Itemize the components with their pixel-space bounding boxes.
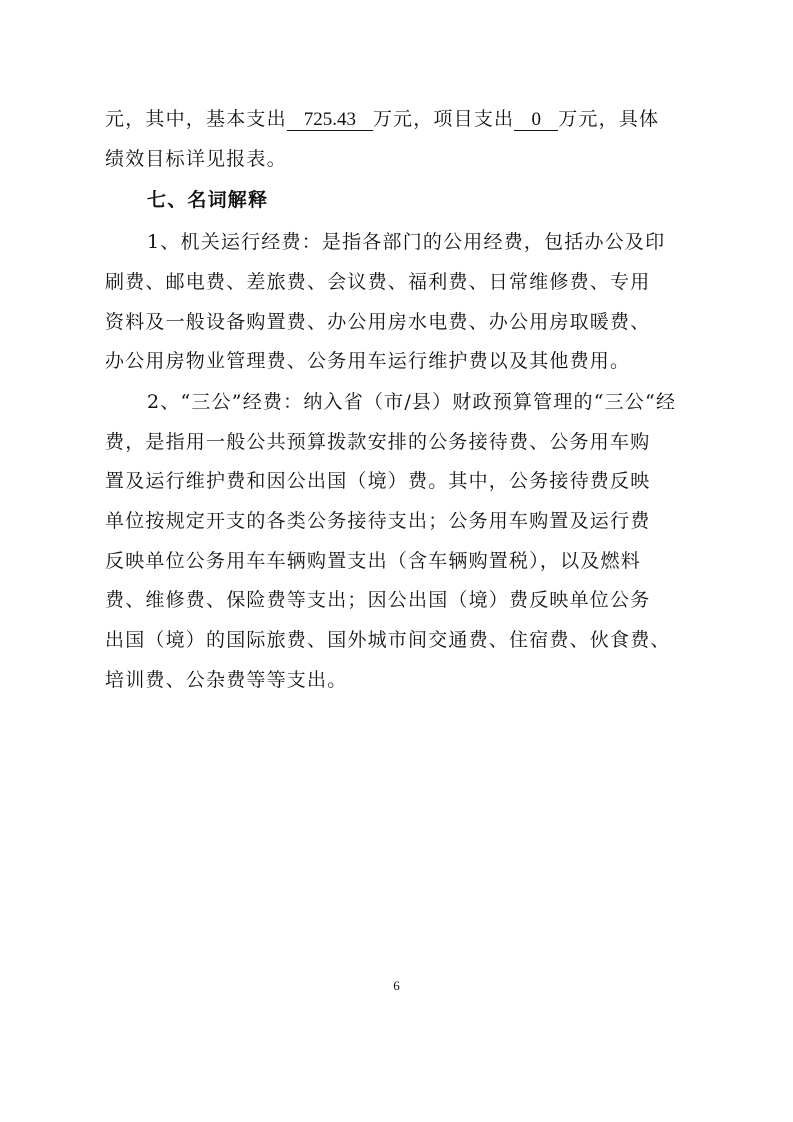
definition-2-line: 2、“三公”经费：纳入省（市/县）财政预算管理的“三公“经 <box>147 391 677 413</box>
text-segment: 万元，项目支出 <box>372 108 515 130</box>
paragraph-line: 绩效目标详见报表。 <box>105 148 287 170</box>
section-heading: 七、名词解释 <box>147 189 269 211</box>
text-segment: 元，其中，基本支出 <box>105 108 287 130</box>
definition-2-line: 单位按规定开支的各类公务接待支出；公务用车购置及运行费 <box>105 510 651 532</box>
definition-1-line: 刷费、邮电费、差旅费、会议费、福利费、日常维修费、专用 <box>105 271 651 293</box>
page-number: 6 <box>393 978 400 993</box>
definition-2-line: 培训费、公杂费等等支出。 <box>105 669 348 691</box>
paragraph-line <box>105 107 695 131</box>
definition-2-line: 反映单位公务用车车辆购置支出（含车辆购置税），以及燃料 <box>105 550 641 572</box>
definition-2-line: 费、维修费、保险费等支出；因公出国（境）费反映单位公务 <box>105 589 651 611</box>
basic-expenditure-amount: 725.43 <box>287 110 373 131</box>
definition-2-line: 出国（境）的国际旅费、国外城市间交通费、住宿费、伙食费、 <box>105 629 671 651</box>
definition-1-line: 资料及一般设备购置费、办公用房水电费、办公用房取暖费、 <box>105 311 651 333</box>
definition-1-line: 办公用房物业管理费、公务用车运行维护费以及其他费用。 <box>105 350 631 372</box>
definition-2-line: 置及运行维护费和因公出国（境）费。其中，公务接待费反映 <box>105 470 651 492</box>
project-expenditure-amount: 0 <box>514 110 558 131</box>
text-segment: 万元，具体 <box>558 108 660 130</box>
definition-1-line: 1、机关运行经费：是指各部门的公用经费，包括办公及印 <box>147 231 666 253</box>
definition-2-line: 费，是指用一般公共预算拨款安排的公务接待费、公务用车购 <box>105 431 651 453</box>
